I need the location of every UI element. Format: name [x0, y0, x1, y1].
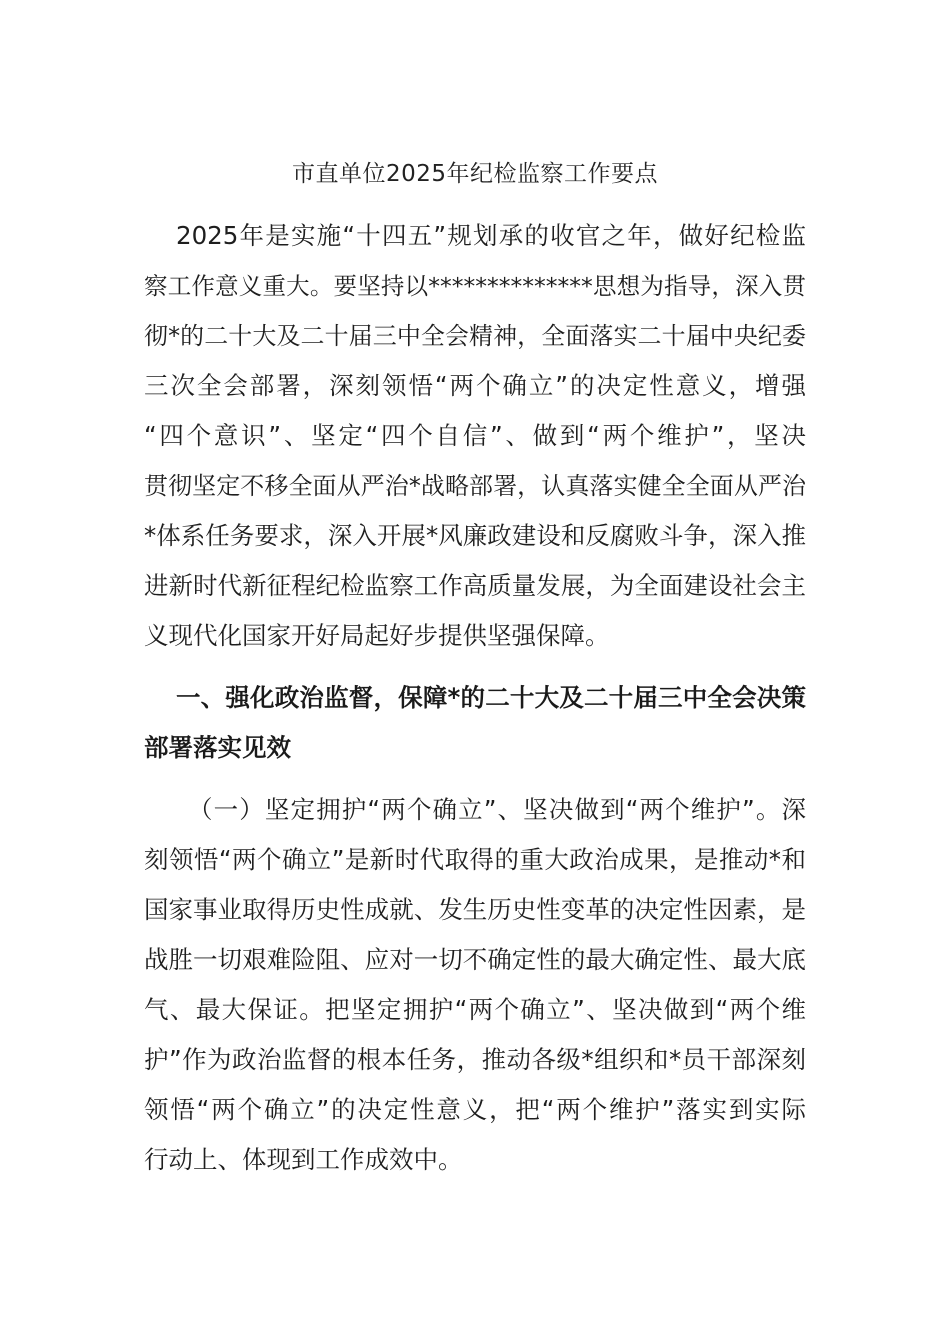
intro-line: 三次全会部署，深刻领悟“两个确立”的决定性意义，增强 — [144, 371, 806, 400]
item-line: 气、最大保证。把坚定拥护“两个确立”、坚决做到“两个维 — [144, 995, 806, 1024]
document-title: 市直单位2025年纪检监察工作要点 — [291, 161, 659, 187]
item-line: 刻领悟“两个确立”是新时代取得的重大政治成果，是推动*和 — [144, 845, 806, 874]
item-line: （一）坚定拥护“两个确立”、坚决做到“两个维护”。深 — [188, 795, 806, 824]
intro-line: 2025年是实施“十四五”规划承的收官之年，做好纪检监 — [176, 221, 806, 250]
intro-line: 彻*的二十大及二十届三中全会精神，全面落实二十届中央纪委 — [144, 322, 806, 350]
intro-line: 进新时代新征程纪检监察工作高质量发展，为全面建设社会主 — [144, 571, 806, 600]
intro-line: 义现代化国家开好局起好步提供坚强保障。 — [144, 621, 610, 650]
intro-line: 贯彻坚定不移全面从严治*战略部署，认真落实健全全面从严治 — [144, 472, 806, 500]
intro-line: 察工作意义重大。要坚持以**************思想为指导，深入贯 — [144, 272, 806, 300]
intro-line: *体系任务要求，深入开展*风廉政建设和反腐败斗争，深入推 — [144, 521, 806, 550]
intro-line: “四个意识”、坚定“四个自信”、做到“两个维护”，坚决 — [144, 421, 806, 450]
item-line: 国家事业取得历史性成就、发生历史性变革的决定性因素，是 — [144, 895, 806, 924]
item-line: 战胜一切艰难险阻、应对一切不确定性的最大确定性、最大底 — [144, 945, 806, 974]
section-heading-line: 部署落实见效 — [144, 733, 291, 762]
item-line: 护”作为政治监督的根本任务，推动各级*组织和*员干部深刻 — [144, 1045, 806, 1074]
item-line: 领悟“两个确立”的决定性意义，把“两个维护”落实到实际 — [144, 1095, 806, 1124]
item-line: 行动上、体现到工作成效中。 — [144, 1145, 463, 1174]
section-heading-line: 一、强化政治监督，保障*的二十大及二十届三中全会决策 — [176, 683, 806, 712]
